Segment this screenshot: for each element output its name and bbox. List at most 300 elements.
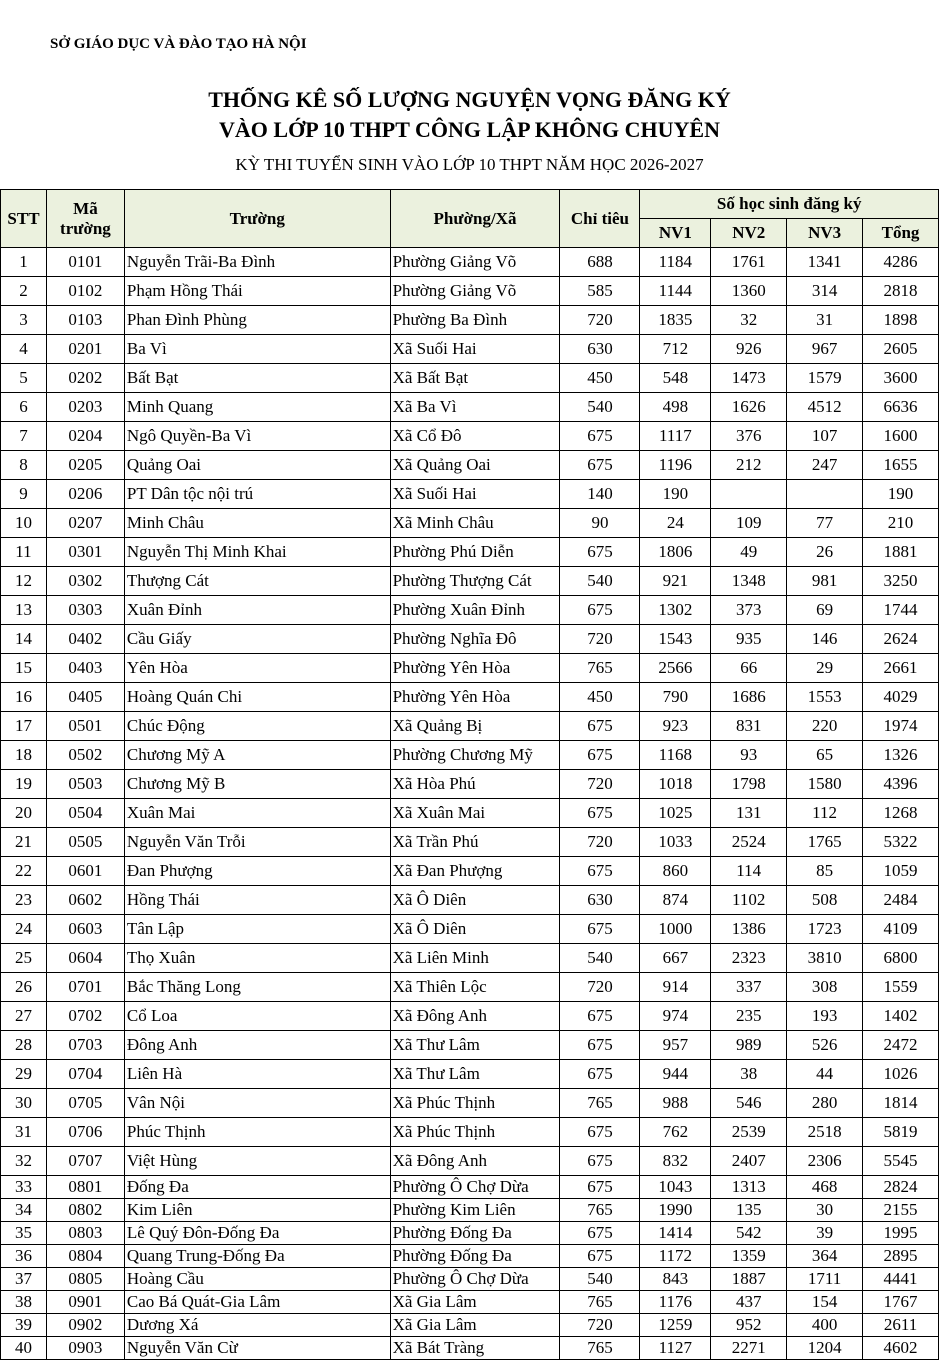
nv3-cell: 30 <box>787 1199 863 1222</box>
nv1-cell: 1196 <box>640 451 711 480</box>
table-row <box>1 306 939 335</box>
nv2-cell: 38 <box>711 1060 787 1089</box>
nv1-cell: 921 <box>640 567 711 596</box>
stt-cell: 23 <box>1 886 47 915</box>
quota-cell: 675 <box>560 1031 640 1060</box>
nv1-cell: 548 <box>640 364 711 393</box>
school-name-cell: Liên Hà <box>124 1060 390 1089</box>
nv2-cell: 1102 <box>711 886 787 915</box>
nv1-cell: 2566 <box>640 654 711 683</box>
ward-cell: Xã Ô Diên <box>390 886 560 915</box>
table-row <box>1 1199 939 1222</box>
table-row <box>1 277 939 306</box>
stt-cell: 36 <box>1 1245 47 1268</box>
quota-cell: 688 <box>560 248 640 277</box>
table-row <box>1 1089 939 1118</box>
nv1-cell: 790 <box>640 683 711 712</box>
quota-cell: 540 <box>560 944 640 973</box>
ward-cell: Xã Suối Hai <box>390 335 560 364</box>
table-row <box>1 567 939 596</box>
nv2-cell: 952 <box>711 1314 787 1337</box>
school-name-cell: Phan Đình Phùng <box>124 306 390 335</box>
table-row <box>1 509 939 538</box>
nv3-cell: 2518 <box>787 1118 863 1147</box>
nv2-cell: 1359 <box>711 1245 787 1268</box>
stt-cell: 6 <box>1 393 47 422</box>
nv3-cell: 26 <box>787 538 863 567</box>
nv1-cell: 1033 <box>640 828 711 857</box>
quota-cell: 675 <box>560 799 640 828</box>
ward-cell: Phường Chương Mỹ <box>390 741 560 770</box>
school-name-cell: Bất Bạt <box>124 364 390 393</box>
nv3-cell: 193 <box>787 1002 863 1031</box>
nv2-cell: 66 <box>711 654 787 683</box>
header-ward: Phường/Xã <box>390 190 560 248</box>
school-code-cell: 0402 <box>46 625 124 654</box>
total-cell: 2895 <box>863 1245 939 1268</box>
school-name-cell: Bắc Thăng Long <box>124 973 390 1002</box>
school-name-cell: Vân Nội <box>124 1089 390 1118</box>
header-school-code-line2: trường <box>60 218 111 238</box>
nv3-cell: 314 <box>787 277 863 306</box>
total-cell: 4602 <box>863 1337 939 1360</box>
quota-cell: 765 <box>560 1291 640 1314</box>
nv1-cell: 988 <box>640 1089 711 1118</box>
total-cell: 4396 <box>863 770 939 799</box>
nv2-cell: 989 <box>711 1031 787 1060</box>
header-quota: Chỉ tiêu <box>560 190 640 248</box>
school-code-cell: 0804 <box>46 1245 124 1268</box>
registration-table <box>0 189 939 1360</box>
document-title-line2: VÀO LỚP 10 THPT CÔNG LẬP KHÔNG CHUYÊN <box>219 117 720 142</box>
nv2-cell: 376 <box>711 422 787 451</box>
school-name-cell: Nguyễn Trãi-Ba Đình <box>124 248 390 277</box>
school-code-cell: 0701 <box>46 973 124 1002</box>
stt-cell: 3 <box>1 306 47 335</box>
quota-cell: 720 <box>560 770 640 799</box>
school-name-cell: Nguyễn Thị Minh Khai <box>124 538 390 567</box>
header-registered-group: Số học sinh đăng ký <box>640 190 939 219</box>
nv2-cell: 1348 <box>711 567 787 596</box>
nv2-cell: 93 <box>711 741 787 770</box>
nv3-cell: 29 <box>787 654 863 683</box>
nv2-cell: 114 <box>711 857 787 886</box>
school-name-cell: Cổ Loa <box>124 1002 390 1031</box>
nv1-cell: 860 <box>640 857 711 886</box>
ward-cell: Xã Phúc Thịnh <box>390 1089 560 1118</box>
ward-cell: Xã Minh Châu <box>390 509 560 538</box>
school-name-cell: Quảng Oai <box>124 451 390 480</box>
table-row <box>1 596 939 625</box>
school-code-cell: 0103 <box>46 306 124 335</box>
school-code-cell: 0704 <box>46 1060 124 1089</box>
stt-cell: 31 <box>1 1118 47 1147</box>
stt-cell: 16 <box>1 683 47 712</box>
table-row <box>1 1060 939 1089</box>
nv2-cell: 2271 <box>711 1337 787 1360</box>
nv1-cell: 1302 <box>640 596 711 625</box>
school-code-cell: 0203 <box>46 393 124 422</box>
total-cell: 3250 <box>863 567 939 596</box>
stt-cell: 18 <box>1 741 47 770</box>
table-row <box>1 915 939 944</box>
stt-cell: 38 <box>1 1291 47 1314</box>
school-code-cell: 0205 <box>46 451 124 480</box>
nv3-cell: 220 <box>787 712 863 741</box>
table-row <box>1 1031 939 1060</box>
quota-cell: 585 <box>560 277 640 306</box>
nv1-cell: 1025 <box>640 799 711 828</box>
ward-cell: Xã Đông Anh <box>390 1002 560 1031</box>
stt-cell: 34 <box>1 1199 47 1222</box>
nv1-cell: 957 <box>640 1031 711 1060</box>
stt-cell: 29 <box>1 1060 47 1089</box>
nv3-cell: 39 <box>787 1222 863 1245</box>
table-row <box>1 712 939 741</box>
school-code-cell: 0803 <box>46 1222 124 1245</box>
nv3-cell: 308 <box>787 973 863 1002</box>
school-name-cell: Đan Phượng <box>124 857 390 886</box>
school-name-cell: Quang Trung-Đống Đa <box>124 1245 390 1268</box>
table-row <box>1 944 939 973</box>
quota-cell: 675 <box>560 1222 640 1245</box>
nv1-cell: 1259 <box>640 1314 711 1337</box>
ward-cell: Xã Gia Lâm <box>390 1291 560 1314</box>
nv2-cell: 2407 <box>711 1147 787 1176</box>
ward-cell: Xã Liên Minh <box>390 944 560 973</box>
total-cell: 1814 <box>863 1089 939 1118</box>
school-name-cell: Hoàng Cầu <box>124 1268 390 1291</box>
nv1-cell: 1127 <box>640 1337 711 1360</box>
ward-cell: Xã Thư Lâm <box>390 1031 560 1060</box>
nv1-cell: 914 <box>640 973 711 1002</box>
school-name-cell: Đông Anh <box>124 1031 390 1060</box>
total-cell: 1881 <box>863 538 939 567</box>
school-name-cell: Xuân Mai <box>124 799 390 828</box>
stt-cell: 30 <box>1 1089 47 1118</box>
stt-cell: 25 <box>1 944 47 973</box>
nv3-cell: 4512 <box>787 393 863 422</box>
quota-cell: 675 <box>560 596 640 625</box>
header-nv2: NV2 <box>711 219 787 248</box>
school-name-cell: Phúc Thịnh <box>124 1118 390 1147</box>
nv3-cell: 1711 <box>787 1268 863 1291</box>
school-code-cell: 0405 <box>46 683 124 712</box>
school-code-cell: 0604 <box>46 944 124 973</box>
stt-cell: 33 <box>1 1176 47 1199</box>
nv1-cell: 190 <box>640 480 711 509</box>
nv1-cell: 1414 <box>640 1222 711 1245</box>
ward-cell: Phường Giảng Võ <box>390 277 560 306</box>
school-name-cell: Minh Châu <box>124 509 390 538</box>
quota-cell: 720 <box>560 828 640 857</box>
school-code-cell: 0201 <box>46 335 124 364</box>
nv2-cell: 135 <box>711 1199 787 1222</box>
school-code-cell: 0805 <box>46 1268 124 1291</box>
quota-cell: 675 <box>560 1176 640 1199</box>
header-school-code <box>46 190 124 248</box>
header-nv3: NV3 <box>787 219 863 248</box>
ward-cell: Xã Đông Anh <box>390 1147 560 1176</box>
nv1-cell: 1806 <box>640 538 711 567</box>
nv3-cell: 146 <box>787 625 863 654</box>
school-code-cell: 0505 <box>46 828 124 857</box>
nv3-cell: 967 <box>787 335 863 364</box>
table-row <box>1 1314 939 1337</box>
total-cell: 2484 <box>863 886 939 915</box>
total-cell: 2611 <box>863 1314 939 1337</box>
nv3-cell: 1579 <box>787 364 863 393</box>
table-row <box>1 1222 939 1245</box>
nv2-cell: 1761 <box>711 248 787 277</box>
nv1-cell: 1184 <box>640 248 711 277</box>
ward-cell: Xã Hòa Phú <box>390 770 560 799</box>
stt-cell: 9 <box>1 480 47 509</box>
stt-cell: 21 <box>1 828 47 857</box>
nv2-cell: 131 <box>711 799 787 828</box>
table-row <box>1 799 939 828</box>
nv2-cell: 2323 <box>711 944 787 973</box>
school-code-cell: 0705 <box>46 1089 124 1118</box>
ward-cell: Xã Phúc Thịnh <box>390 1118 560 1147</box>
school-code-cell: 0707 <box>46 1147 124 1176</box>
school-code-cell: 0501 <box>46 712 124 741</box>
total-cell: 1268 <box>863 799 939 828</box>
total-cell: 1059 <box>863 857 939 886</box>
total-cell: 2155 <box>863 1199 939 1222</box>
quota-cell: 765 <box>560 1199 640 1222</box>
nv3-cell: 1723 <box>787 915 863 944</box>
total-cell: 2472 <box>863 1031 939 1060</box>
nv2-cell: 1386 <box>711 915 787 944</box>
table-row <box>1 480 939 509</box>
stt-cell: 14 <box>1 625 47 654</box>
school-name-cell: Chúc Động <box>124 712 390 741</box>
header-school-code-line1: Mã <box>73 198 98 218</box>
nv3-cell: 364 <box>787 1245 863 1268</box>
quota-cell: 675 <box>560 857 640 886</box>
stt-cell: 26 <box>1 973 47 1002</box>
nv2-cell: 32 <box>711 306 787 335</box>
quota-cell: 675 <box>560 1060 640 1089</box>
nv2-cell: 935 <box>711 625 787 654</box>
school-code-cell: 0903 <box>46 1337 124 1360</box>
total-cell: 1026 <box>863 1060 939 1089</box>
table-row <box>1 654 939 683</box>
quota-cell: 720 <box>560 973 640 1002</box>
ward-cell: Xã Trần Phú <box>390 828 560 857</box>
ward-cell: Phường Giảng Võ <box>390 248 560 277</box>
quota-cell: 675 <box>560 538 640 567</box>
table-row <box>1 422 939 451</box>
total-cell: 2818 <box>863 277 939 306</box>
school-name-cell: Thượng Cát <box>124 567 390 596</box>
stt-cell: 1 <box>1 248 47 277</box>
nv3-cell: 154 <box>787 1291 863 1314</box>
table-row <box>1 393 939 422</box>
school-code-cell: 0102 <box>46 277 124 306</box>
school-name-cell: Xuân Đỉnh <box>124 596 390 625</box>
total-cell: 1974 <box>863 712 939 741</box>
school-code-cell: 0403 <box>46 654 124 683</box>
table-row <box>1 1176 939 1199</box>
school-name-cell: Hoàng Quán Chi <box>124 683 390 712</box>
stt-cell: 28 <box>1 1031 47 1060</box>
table-row <box>1 857 939 886</box>
total-cell: 4441 <box>863 1268 939 1291</box>
nv2-cell: 2539 <box>711 1118 787 1147</box>
total-cell: 4109 <box>863 915 939 944</box>
nv1-cell: 874 <box>640 886 711 915</box>
ward-cell: Xã Bát Tràng <box>390 1337 560 1360</box>
school-name-cell: Thọ Xuân <box>124 944 390 973</box>
table-row <box>1 1268 939 1291</box>
quota-cell: 450 <box>560 683 640 712</box>
nv3-cell: 526 <box>787 1031 863 1060</box>
ward-cell: Xã Bất Bạt <box>390 364 560 393</box>
table-row <box>1 364 939 393</box>
total-cell: 4286 <box>863 248 939 277</box>
table-row <box>1 248 939 277</box>
school-code-cell: 0302 <box>46 567 124 596</box>
quota-cell: 765 <box>560 654 640 683</box>
ward-cell: Phường Yên Hòa <box>390 683 560 712</box>
total-cell: 5322 <box>863 828 939 857</box>
total-cell: 2605 <box>863 335 939 364</box>
table-row <box>1 683 939 712</box>
nv1-cell: 1144 <box>640 277 711 306</box>
nv3-cell: 31 <box>787 306 863 335</box>
nv2-cell: 1686 <box>711 683 787 712</box>
ward-cell: Xã Thư Lâm <box>390 1060 560 1089</box>
table-row <box>1 335 939 364</box>
quota-cell: 540 <box>560 1268 640 1291</box>
nv1-cell: 1043 <box>640 1176 711 1199</box>
nv1-cell: 1543 <box>640 625 711 654</box>
nv2-cell: 831 <box>711 712 787 741</box>
school-name-cell: Cầu Giấy <box>124 625 390 654</box>
nv1-cell: 667 <box>640 944 711 973</box>
table-row <box>1 770 939 799</box>
stt-cell: 5 <box>1 364 47 393</box>
nv1-cell: 762 <box>640 1118 711 1147</box>
ward-cell: Xã Xuân Mai <box>390 799 560 828</box>
stt-cell: 13 <box>1 596 47 625</box>
school-name-cell: Lê Quý Đôn-Đống Đa <box>124 1222 390 1245</box>
quota-cell: 630 <box>560 886 640 915</box>
stt-cell: 8 <box>1 451 47 480</box>
school-code-cell: 0901 <box>46 1291 124 1314</box>
nv1-cell: 712 <box>640 335 711 364</box>
nv1-cell: 1168 <box>640 741 711 770</box>
nv1-cell: 1000 <box>640 915 711 944</box>
school-name-cell: Hồng Thái <box>124 886 390 915</box>
nv3-cell: 65 <box>787 741 863 770</box>
nv3-cell: 1580 <box>787 770 863 799</box>
quota-cell: 540 <box>560 393 640 422</box>
school-code-cell: 0504 <box>46 799 124 828</box>
nv3-cell: 1765 <box>787 828 863 857</box>
header-school: Trường <box>124 190 390 248</box>
table-row <box>1 741 939 770</box>
school-code-cell: 0706 <box>46 1118 124 1147</box>
header-stt: STT <box>1 190 47 248</box>
quota-cell: 675 <box>560 422 640 451</box>
school-name-cell: Minh Quang <box>124 393 390 422</box>
school-name-cell: Dương Xá <box>124 1314 390 1337</box>
stt-cell: 2 <box>1 277 47 306</box>
nv3-cell <box>787 480 863 509</box>
total-cell: 1744 <box>863 596 939 625</box>
school-name-cell: Yên Hòa <box>124 654 390 683</box>
school-code-cell: 0703 <box>46 1031 124 1060</box>
ward-cell: Phường Ô Chợ Dừa <box>390 1176 560 1199</box>
total-cell: 2661 <box>863 654 939 683</box>
quota-cell: 675 <box>560 451 640 480</box>
ward-cell: Xã Quảng Bị <box>390 712 560 741</box>
nv2-cell: 2524 <box>711 828 787 857</box>
nv2-cell: 542 <box>711 1222 787 1245</box>
nv3-cell: 508 <box>787 886 863 915</box>
quota-cell: 765 <box>560 1337 640 1360</box>
nv2-cell: 1626 <box>711 393 787 422</box>
nv3-cell: 69 <box>787 596 863 625</box>
quota-cell: 720 <box>560 306 640 335</box>
stt-cell: 17 <box>1 712 47 741</box>
school-name-cell: Cao Bá Quát-Gia Lâm <box>124 1291 390 1314</box>
nv2-cell: 49 <box>711 538 787 567</box>
table-row <box>1 538 939 567</box>
school-code-cell: 0303 <box>46 596 124 625</box>
document-title-line1: THỐNG KÊ SỐ LƯỢNG NGUYỆN VỌNG ĐĂNG KÝ <box>208 87 731 112</box>
quota-cell: 675 <box>560 915 640 944</box>
nv2-cell: 212 <box>711 451 787 480</box>
nv3-cell: 3810 <box>787 944 863 973</box>
school-name-cell: Ngô Quyền-Ba Vì <box>124 422 390 451</box>
quota-cell: 140 <box>560 480 640 509</box>
stt-cell: 20 <box>1 799 47 828</box>
stt-cell: 35 <box>1 1222 47 1245</box>
table-body <box>1 248 939 1360</box>
school-name-cell: Nguyễn Văn Cừ <box>124 1337 390 1360</box>
quota-cell: 675 <box>560 712 640 741</box>
ward-cell: Xã Thiên Lộc <box>390 973 560 1002</box>
quota-cell: 720 <box>560 625 640 654</box>
stt-cell: 27 <box>1 1002 47 1031</box>
nv2-cell: 1798 <box>711 770 787 799</box>
school-code-cell: 0301 <box>46 538 124 567</box>
header-total: Tổng <box>863 219 939 248</box>
nv2-cell: 235 <box>711 1002 787 1031</box>
nv3-cell: 981 <box>787 567 863 596</box>
school-name-cell: Việt Hùng <box>124 1147 390 1176</box>
school-code-cell: 0601 <box>46 857 124 886</box>
nv1-cell: 1117 <box>640 422 711 451</box>
table-row <box>1 1337 939 1360</box>
stt-cell: 12 <box>1 567 47 596</box>
nv1-cell: 498 <box>640 393 711 422</box>
ward-cell: Xã Quảng Oai <box>390 451 560 480</box>
nv3-cell: 400 <box>787 1314 863 1337</box>
stt-cell: 22 <box>1 857 47 886</box>
total-cell: 1767 <box>863 1291 939 1314</box>
total-cell: 1600 <box>863 422 939 451</box>
school-code-cell: 0502 <box>46 741 124 770</box>
school-name-cell: PT Dân tộc nội trú <box>124 480 390 509</box>
total-cell: 5819 <box>863 1118 939 1147</box>
quota-cell: 675 <box>560 1147 640 1176</box>
school-code-cell: 0802 <box>46 1199 124 1222</box>
